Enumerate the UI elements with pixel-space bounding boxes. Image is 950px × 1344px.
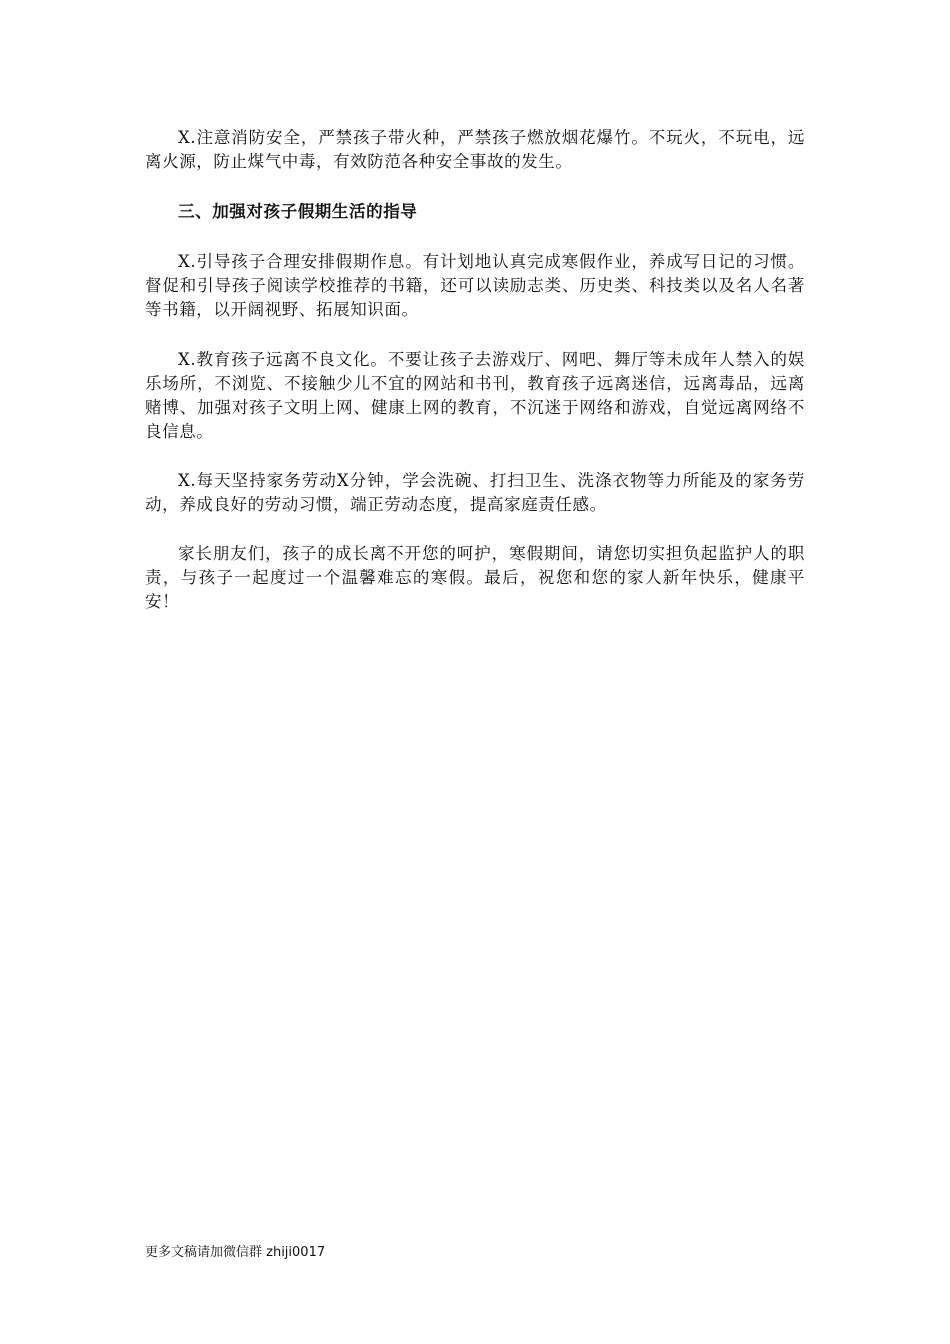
section-heading: 三、加强对孩子假期生活的指导 <box>178 202 418 221</box>
fire-safety-paragraph: X.注意消防安全，严禁孩子带火种，严禁孩子燃放烟花爆竹。不玩火，不玩电，远离火源，防止煤气中毒，有效防范各种安全事故的发生。 <box>145 128 805 171</box>
closing-paragraph: 家长朋友们，孩子的成长离不开您的呵护，寒假期间，请您切实担负起监护人的职责，与孩子一起度过一个温馨难忘的寒假。最后，祝您和您的家人新年快乐，健康平安！ <box>145 544 805 611</box>
schedule-paragraph: X.引导孩子合理安排假期作息。有计划地认真完成寒假作业，养成写日记的习惯。督促和引导孩子阅读学校推荐的书籍，还可以读励志类、历史类、科技类以及名人名著等书籍，以开阔视野、拓展知识面。 <box>145 252 805 319</box>
housework-paragraph: X.每天坚持家务劳动X分钟，学会洗碗、打扫卫生、洗涤衣物等力所能及的家务劳动，养成良好的劳动习惯，端正劳动态度，提高家庭责任感。 <box>145 471 805 514</box>
footer-note: 更多文稿请加微信群 zhiji0017 <box>145 1245 326 1260</box>
culture-paragraph: X.教育孩子远离不良文化。不要让孩子去游戏厅、网吧、舞厅等未成年人禁入的娱乐场所，不浏览、不接触少儿不宜的网站和书刊，教育孩子远离迷信，远离毒品，远离赌博、加强对孩子文明上网、健康上网的教育，不沉迷于网络和游戏，自觉远离网络不良信息。 <box>145 350 805 441</box>
document-body <box>145 126 805 614</box>
